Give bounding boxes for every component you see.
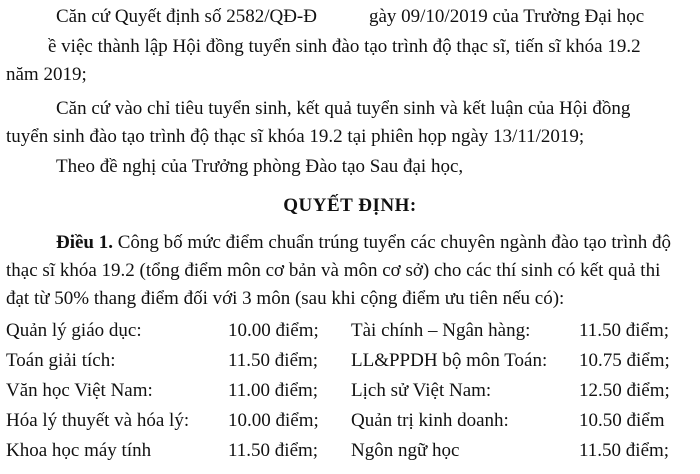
major-score: 11.50 điểm; <box>579 440 670 461</box>
article-1-text: Công bố mức điểm chuẩn trúng tuyển các chuyên ngành đào tạo trình độ <box>113 232 671 253</box>
paragraph-line: tuyển sinh đào tạo trình độ thạc sĩ khóa 19.2 tại phiên họp ngày 13/11/2019; <box>6 126 585 147</box>
major-score: 11.50 điểm; <box>579 320 670 341</box>
score-row <box>6 348 696 374</box>
major-name: Khoa học máy tính <box>6 440 152 461</box>
article-1-line: thạc sĩ khóa 19.2 (tổng điểm môn cơ bản và môn cơ sở) cho các thí sinh có kết quả thi <box>6 260 661 281</box>
paragraph-line: Căn cứ vào chỉ tiêu tuyển sinh, kết quả tuyển sinh và kết luận của Hội đồng <box>56 98 631 119</box>
major-name: Toán giải tích: <box>6 350 116 371</box>
major-name: LL&PPDH bộ môn Toán: <box>351 350 548 371</box>
major-name: Hóa lý thuyết và hóa lý: <box>6 410 190 431</box>
major-name: Văn học Việt Nam: <box>6 380 153 401</box>
paragraph-line: năm 2019; <box>6 64 87 85</box>
major-name: Quản lý giáo dục: <box>6 320 142 341</box>
score-row <box>6 408 696 434</box>
major-score: 10.75 điểm; <box>579 350 670 371</box>
decision-heading: QUYẾT ĐỊNH: <box>283 195 417 216</box>
score-row <box>6 438 696 464</box>
article-1-label: Điều 1. <box>56 232 113 253</box>
paragraph-line <box>56 4 644 30</box>
major-score: 11.50 điểm; <box>228 440 319 461</box>
redacted-area <box>317 10 369 26</box>
major-name: Quản trị kinh doanh: <box>351 410 509 431</box>
decision-date-text: gày 09/10/2019 của Trường Đại học <box>368 6 645 27</box>
article-1-line <box>56 230 671 256</box>
paragraph-line: ề việc thành lập Hội đồng tuyển sinh đào tạo trình độ thạc sĩ, tiến sĩ khóa 19.2 <box>48 36 641 57</box>
major-score: 10.50 điểm <box>579 410 665 431</box>
major-name: Tài chính – Ngân hàng: <box>351 320 531 341</box>
major-score: 10.00 điểm; <box>228 320 319 341</box>
major-score: 10.00 điểm; <box>228 410 319 431</box>
major-score: 11.00 điểm; <box>228 380 319 401</box>
major-score: 11.50 điểm; <box>228 350 319 371</box>
article-1-line: đạt từ 50% thang điểm đối với 3 môn (sau khi cộng điểm ưu tiên nếu có): <box>6 288 565 309</box>
major-name: Lịch sử Việt Nam: <box>351 380 492 401</box>
major-name: Ngôn ngữ học <box>351 440 460 461</box>
major-score: 12.50 điểm; <box>579 380 670 401</box>
decision-reference-text: Căn cứ Quyết định số 2582/QĐ-Đ <box>56 6 317 27</box>
paragraph-line: Theo đề nghị của Trưởng phòng Đào tạo Sau đại học, <box>56 156 464 177</box>
score-row <box>6 378 696 404</box>
score-row <box>6 318 696 344</box>
